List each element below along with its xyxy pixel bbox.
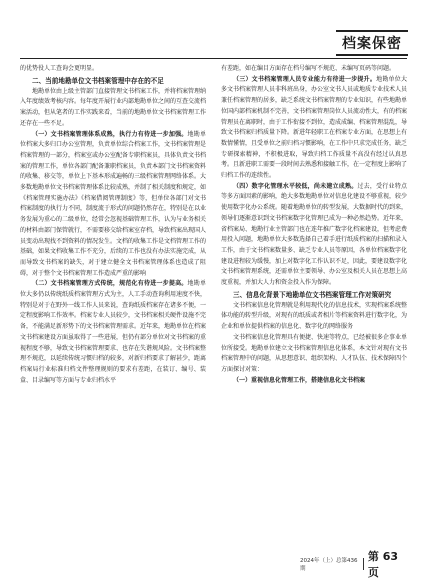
paragraph-text: 地勘单位大多仍以传统纸质档案管理方式为主，人工手动查询利用速度不快，特别是对于在野外一线工作人员来说，查询纸质档案存在诸多不便，一定程度影响工作效率。档案专业人员较少，文书档案相关硬件设施不完备，不能满足新形势下的文书档案管理需求。近年来，地勘单位在档案文书档案建设方面虽取得了一些进展，但仍有部分单位对文书档案的重视程度不够，导致文书档案管理要求、也存在失谐规风险。文书档案整理不规范，以延续传统习惯归档的较多，对新归档要求了解甚少，距离档案局行业标准归档文件整理规则的要求有差距，在装订、编号、装盒、目录编写等方面与专业归档水平 xyxy=(20,280,207,384)
issue-label: 2024年（上）总第436期 xyxy=(300,558,358,572)
section-title: 档案保密 xyxy=(342,36,402,52)
subheading: （一）文书档案管理体系成熟，执行力有待进一步加强。 xyxy=(32,130,188,138)
subheading: （一）重视信息化管理工作，搭建信息化文书档案 xyxy=(233,376,366,384)
page-footer xyxy=(300,550,410,579)
paragraph-with-subheading xyxy=(221,182,407,289)
paragraph-with-subheading xyxy=(20,130,206,280)
paragraph-with-subheading xyxy=(221,75,407,182)
subheading: （三）文书档案管理人员专业能力有待进一步提升。 xyxy=(233,75,377,83)
section-header xyxy=(336,30,408,56)
page-number: 第 63 页 xyxy=(367,550,399,579)
paragraph-text: 地勘单位档案大多归口办公室管理，负责单位综合档案工作，文书档案管理是档案管理的一部分，档案室或办公室配备专职档案员，具体负责文书档案的管理工作，单位各部门配备兼职档案员，负责本部门文书档案资料的收集、移交等，单位上下基本形成遍畅的三级档案管理网络体系。大多数地勘单位文书档案管理体系比较成熟，并制了相关制度和规定，如《档案管理实施办法》《档案借阅管理制度》等，但单位各部门对文书档案制度的执行力不同，制度流于形式的问题仍然存在，特别是在以业务发展为重心的二级单位，经常会忽视基础管理工作，认为与业务相关的材料由部门保管就行，不需要移交给档案室存档，导致档案出现国人员变动出现找不到资料的情况发生。文档的收集工作是文档管理工作的基础，如果文档收集工作不充分，后续的工作也没有办法实施完成，从而导致文书档案的缺失，对于建立健全文书档案管理体系也造成了阻碍，对于整个文书档案管理工作造成严重的影响 xyxy=(20,130,207,277)
paragraph: 有差距，如在编目方面存在档号编写不规范、未编写页码等问题。 xyxy=(221,65,396,72)
left-column xyxy=(20,64,206,386)
paragraph: 文书档案信息化管理就是利用现代化的信息技术，实现档案系统整体功能的转型升级，对现有的纸质或者相片等档案资料进行数字化，为企业和单位提供档案的信息化、数字化的网络服务 xyxy=(221,301,408,331)
paragraph: 的优势役人工查询会更明显。 xyxy=(20,65,99,72)
right-column xyxy=(221,64,407,386)
subheading: （四）数字化管理水平较低，尚未建立成熟。 xyxy=(233,182,358,190)
subheading: （二）文书档案管理方式传统，规范化有待进一步提高。 xyxy=(32,280,188,288)
section-heading: 二、当前地勘单位文书档案管理中存在的不足 xyxy=(32,76,164,85)
paragraph: 地勘单位由上级主管部门直接管理文书档案工作，并将档案管理纳入年度绩效考核内容。每年度开展行业内部地勘单位之间的互查交流档案活动，但从笔者的工作实践来看，当前的地勘单位文书档案管理工作还存在一些不足。 xyxy=(20,87,207,127)
header-divider xyxy=(20,58,407,59)
paragraph-with-subheading xyxy=(20,279,206,386)
paragraph-text: 地勘单位大多文书档案管理人员非科班出身，办公室文书人员或地质专业技术人员兼任档案管理的居多，缺乏系统文书档案管理的专业知识，有些地勘单位国内部档案机制不完善，文书档案管理岗位人员流动性大，有的档案管理员在离职时，由于工作衔接不到位，造成成编、档案管理混乱，导致文书档案归档质量下降。新进年轻职工在档案专业方面，在思想上有数情懂情，且受单位之前归档习惯影响，在工作中只求完成任务，缺乏专研探索精神，不积极进取，导致归档工作质量不高没有经过认真思考。且新进职工需要一段时间去熟悉和接触工作，在一定程度上影响了归档工作的连续性。 xyxy=(221,75,408,180)
paragraph: 文书档案信息化管理具有便捷、快速等特点，已经被很多企事业单位所接受。地勘单位建立文书档案管理信息化体系，本文针对现有文书档案管理中的问题，从思想意识、组织架构、人才队伍、技术保障四个方面探讨对策： xyxy=(221,333,408,373)
footer-divider xyxy=(363,558,364,570)
section-heading: 三、信息化背景下地勘单位文书档案管理工作对策研究 xyxy=(233,290,392,299)
paragraph-text: 过去，受行业特点等多方面因素的影响，绝大多数地勘单位对信息化建设不够重视，较少使用数字化办公系统。随着地勘单位的转型发展，大数据时代的到来，领导们逐渐意识到文书档案数字化管理已成为一种必然趋势。近年来，省档案局、地勘行业主管部门也在连年推广数字化档案建设，但考虑费用投入问题，地勘单位大多数选择自己着手进行纸质档案的扫描和录入工作，由于文书档案数量多、缺乏专业人员等原因，各单位档案数字化建设进程较为缓慢，加上对数字化工作认识不足，因此，要建设数字化文书档案管理系统，还需单位主要领导、办公室及相关人员在思想上高度重视，并加大人力和资金投入作为保障。 xyxy=(221,182,408,287)
